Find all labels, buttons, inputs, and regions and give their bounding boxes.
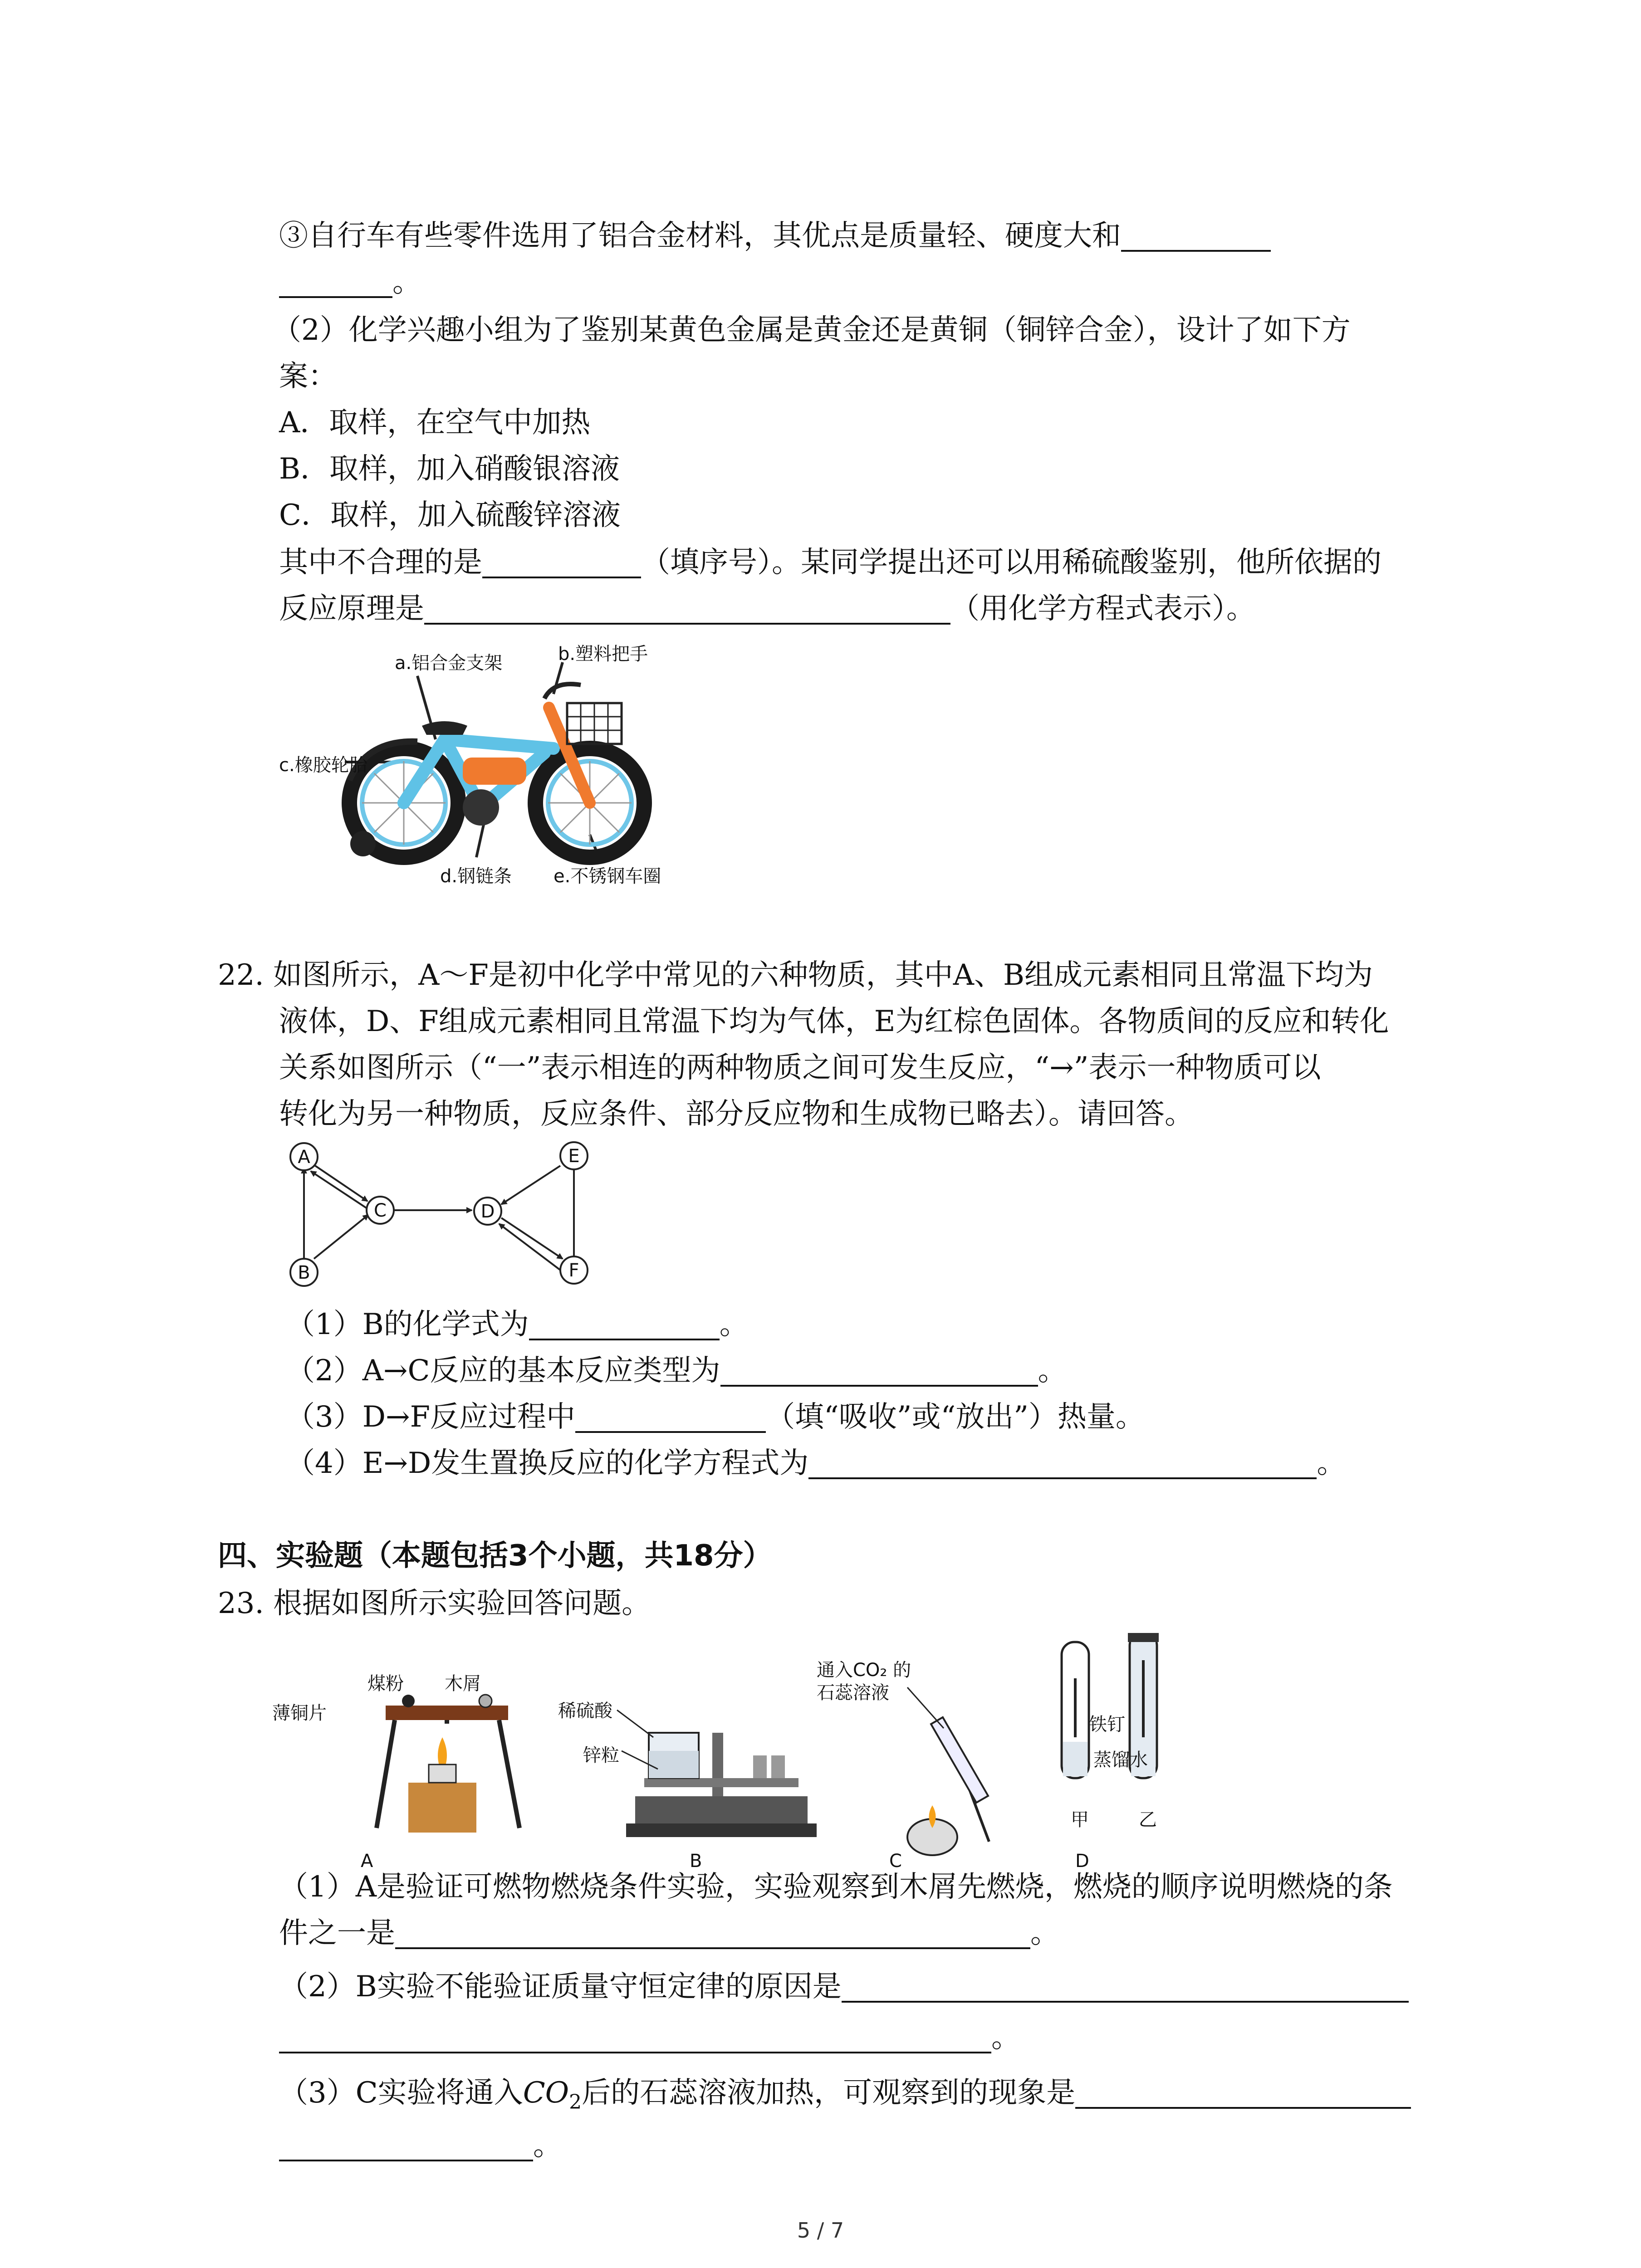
q21-item3-cont: 。	[279, 264, 421, 300]
relation-diagram-svg	[272, 1134, 617, 1288]
answer-blank[interactable]	[1075, 2080, 1411, 2109]
bike-label-b: b.塑料把手	[558, 644, 648, 665]
fig-a-copper-label: 薄铜片	[272, 1703, 327, 1724]
q22-line1: 22. 如图所示，A～F是初中化学中常见的六种物质，其中A、B组成元素相同且常温下均为	[218, 958, 1373, 992]
q21-option-c: C．取样，加入硫酸锌溶液	[279, 499, 621, 532]
answer-blank[interactable]	[1121, 223, 1271, 252]
answer-blank[interactable]	[529, 1311, 720, 1340]
fig-d-label: D	[1075, 1851, 1089, 1872]
section-heading: 四、实验题（本题包括3个小题，共18分）	[218, 1539, 772, 1573]
q21-part2-line2: 案：	[279, 360, 337, 393]
fig-b-acid-label: 稀硫酸	[558, 1701, 612, 1721]
answer-blank[interactable]	[575, 1404, 766, 1433]
fig-b-label: B	[690, 1851, 702, 1872]
figure-b	[617, 1710, 817, 1837]
q22-sub4: （4）E→D发生置换反应的化学方程式为 。	[286, 1447, 1346, 1480]
answer-blank[interactable]	[279, 2024, 991, 2053]
fig-d-jia-label: 甲	[1071, 1809, 1089, 1830]
q21-item3: ③自行车有些零件选用了铝合金材料，其优点是质量轻、硬度大和	[279, 218, 1271, 254]
q21-part2-line1: （2）化学兴趣小组为了鉴别某黄色金属是黄金还是黄铜（铜锌合金），设计了如下方	[272, 313, 1351, 347]
q23-sub3-line2: 。	[279, 2127, 562, 2164]
node-e-label: E	[568, 1146, 580, 1167]
node-d-label: D	[480, 1201, 495, 1222]
node-f-label: F	[568, 1260, 579, 1281]
bike-label-d: d.钢链条	[440, 866, 512, 887]
bike-label-e: e.不锈钢车圈	[554, 866, 661, 887]
bike-label-c: c.橡胶轮胎	[279, 755, 367, 776]
figure-c	[907, 1687, 989, 1855]
fig-c-title-2: 石蕊溶液	[817, 1682, 889, 1703]
relation-diagram	[272, 1134, 617, 1288]
q23-figures	[272, 1633, 1225, 1872]
bike-label-a: a.铝合金支架	[395, 653, 503, 674]
q23-intro: 23. 根据如图所示实验回答问题。	[218, 1587, 651, 1620]
q23-sub1-line2: 件之一是 。	[279, 1916, 1059, 1950]
q21-option-b: B．取样，加入硝酸银溶液	[279, 452, 620, 486]
answer-blank[interactable]	[424, 596, 950, 625]
q22-line2: 液体，D、F组成元素相同且常温下均为气体，E为红棕色固体。各物质间的反应和转化	[279, 1005, 1389, 1038]
q22-line4: 转化为另一种物质，反应条件、部分反应物和生成物已略去）。请回答。	[279, 1097, 1194, 1131]
answer-blank[interactable]	[842, 1974, 1409, 2003]
q22-sub2: （2）A→C反应的基本反应类型为 。	[286, 1354, 1067, 1388]
answer-blank[interactable]	[279, 2132, 533, 2161]
fig-a-label: A	[361, 1851, 373, 1872]
q23-sub2-line1: （2）B实验不能验证质量守恒定律的原因是	[279, 1969, 1409, 2005]
fig-d-water-label: 蒸馏水	[1093, 1750, 1148, 1770]
answer-blank[interactable]	[482, 549, 641, 578]
figure-a	[377, 1695, 519, 1833]
q21-option-a: A．取样，在空气中加热	[279, 406, 591, 440]
node-a-label: A	[298, 1147, 310, 1168]
experiment-figures	[272, 1633, 1225, 1869]
answer-blank[interactable]	[395, 1920, 1030, 1949]
fig-a-coal-label: 煤粉	[367, 1673, 404, 1694]
q23-sub1-line1: （1）A是验证可燃物燃烧条件实验，实验观察到木屑先燃烧，燃烧的顺序说明燃烧的条	[279, 1870, 1393, 1904]
page-number: 5 / 7	[797, 2218, 844, 2243]
q22-line3: 关系如图所示（“一”表示相连的两种物质之间可发生反应，“→”表示一种物质可以	[279, 1051, 1321, 1085]
fig-b-zinc-label: 锌粒	[583, 1745, 619, 1766]
q23-sub2-line2: 。	[279, 2019, 1020, 2056]
answer-blank[interactable]	[720, 1358, 1038, 1387]
fig-c-title-1: 通入CO₂ 的	[817, 1660, 911, 1681]
fig-a-wood-label: 木屑	[445, 1673, 481, 1694]
node-c-label: C	[374, 1200, 387, 1221]
bicycle-figure	[272, 644, 726, 898]
q22-sub3: （3）D→F反应过程中 （填“吸收”或“放出”）热量。	[286, 1400, 1145, 1434]
q21-ask: 其中不合理的是 （填序号）。某同学提出还可以用稀硫酸鉴别，他所依据的	[279, 546, 1381, 579]
fig-c-label: C	[889, 1851, 902, 1872]
fig-d-nail-label: 铁钉	[1089, 1714, 1125, 1735]
q21-ask2: 反应原理是 （用化学方程式表示）。	[279, 592, 1255, 626]
node-b-label: B	[298, 1262, 310, 1283]
answer-blank[interactable]	[808, 1450, 1317, 1479]
fig-d-yi-label: 乙	[1139, 1809, 1157, 1830]
answer-blank[interactable]	[279, 269, 392, 298]
q22-sub1: （1）B的化学式为 。	[286, 1308, 749, 1341]
q23-sub3-line1: （3）C实验将通入$CO_2$后的石蕊溶液加热，可观察到的现象是	[279, 2075, 1411, 2121]
